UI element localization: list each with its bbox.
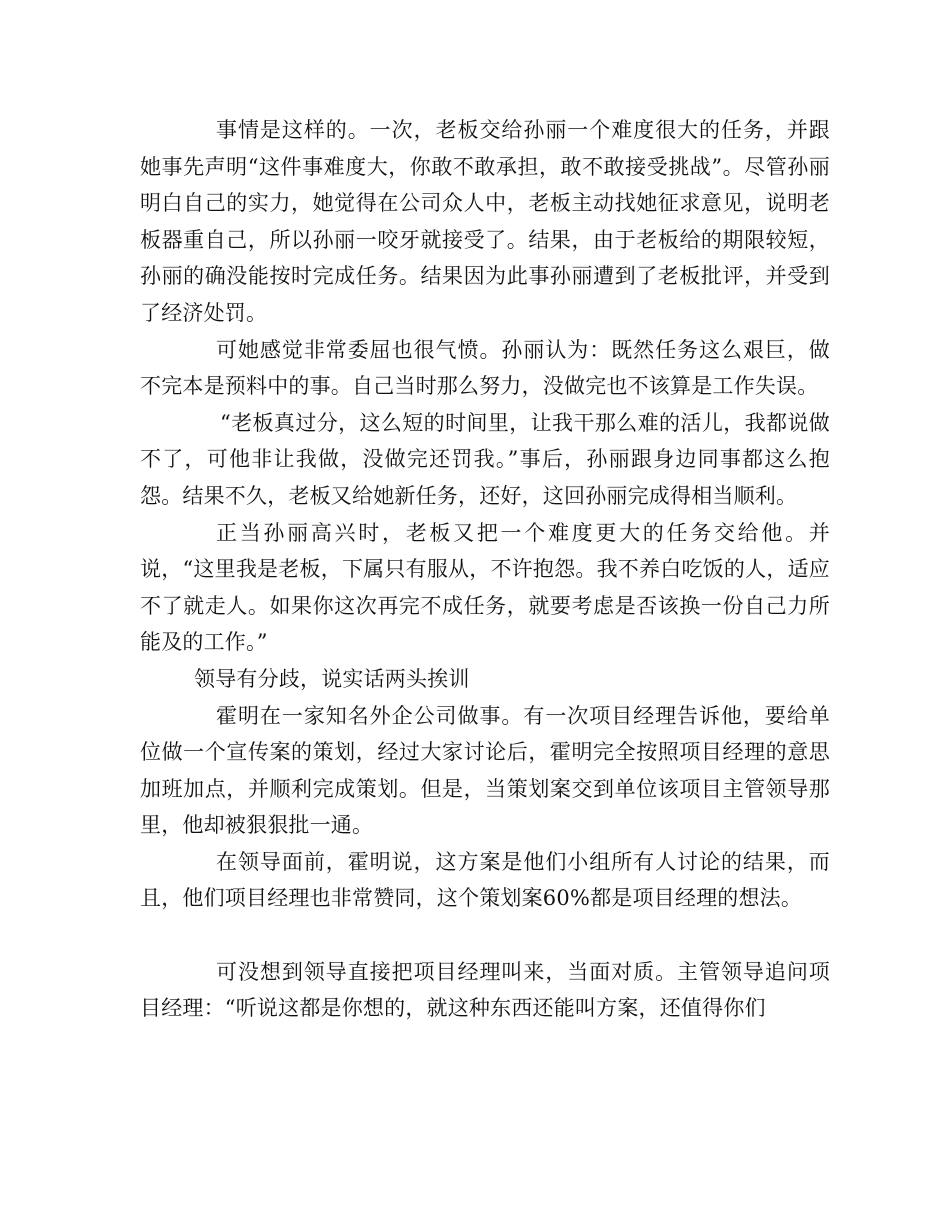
document-body [140,112,830,1027]
section-subheading: 领导有分歧，说实话两头挨训 [194,666,470,691]
paragraph-5: 霍明在一家知名外企公司做事。有一次项目经理告诉他，要给单位做一个宣传案的策划，经过大家讨论后，霍明完全按照项目经理的意思加班加点，并顺利完成策划。但是，当策划案交到单位该项目主管领导那里，他却被狠狠批一通。 [140,703,830,838]
paragraph-7: 可没想到领导直接把项目经理叫来，当面对质。主管领导追问项目经理：“听说这都是你想的，就这种东西还能叫方案，还值得你们 [140,959,830,1021]
paragraph-6: 在领导面前，霍明说，这方案是他们小组所有人讨论的结果，而且，他们项目经理也非常赞同，这个策划案60%都是项目经理的想法。 [140,849,830,911]
blank-line [140,917,830,954]
paragraph-1: 事情是这样的。一次，老板交给孙丽一个难度很大的任务，并跟她事先声明“这件事难度大，你敢不敢承担，敢不敢接受挑战”。尽管孙丽明白自己的实力，她觉得在公司众人中，老板主动找她征求意见，说明老板器重自己，所以孙丽一咬牙就接受了。结果，由于老板给的期限较短，孙丽的确没能按时完成任务。结果因为此事孙丽遭到了老板批评，并受到了经济处罚。 [140,118,830,325]
paragraph-3: “老板真过分，这么短的时间里，让我干那么难的活儿，我都说做不了，可他非让我做，没做完还罚我。”事后，孙丽跟身边同事都这么抱怨。结果不久，老板又给她新任务，还好，这回孙丽完成得相当顺利。 [140,410,830,508]
paragraph-4: 正当孙丽高兴时，老板又把一个难度更大的任务交给他。并说，“这里我是老板，下属只有服从，不许抱怨。我不养白吃饭的人，适应不了就走人。如果你这次再完不成任务，就要考虑是否该换一份自己力所能及的工作。” [140,520,830,655]
paragraph-2: 可她感觉非常委屈也很气愤。孙丽认为：既然任务这么艰巨，做不完本是预料中的事。自己当时那么努力，没做完也不该算是工作失误。 [140,337,830,399]
